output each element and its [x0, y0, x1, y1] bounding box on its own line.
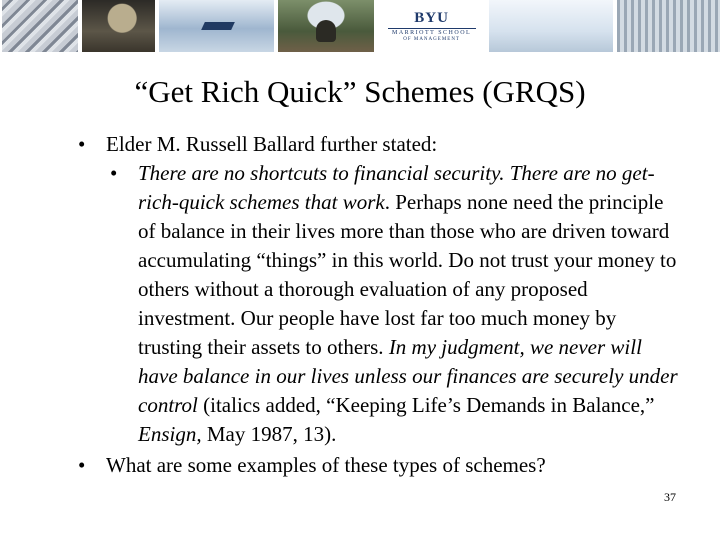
- bell-icon: [316, 20, 336, 42]
- logo-school-line: MARRIOTT SCHOOL: [391, 30, 472, 36]
- plane-icon: [201, 22, 235, 30]
- quote-italic-3: Ensign,: [138, 422, 202, 446]
- banner-photo-bell: [278, 0, 373, 52]
- byu-marriott-logo: [378, 0, 485, 52]
- bullet-icon: •: [110, 161, 118, 185]
- banner-photo-facade: [617, 0, 720, 52]
- bullet-text: Elder M. Russell Ballard further stated:: [106, 132, 438, 156]
- page-number: 37: [664, 490, 676, 504]
- logo-divider: [388, 28, 476, 29]
- quote-bullet: [110, 159, 678, 449]
- banner-photo-statue: [82, 0, 156, 52]
- quote-italic-1: There are no shortcuts to financial security. There are no get-rich-quick schemes that work: [138, 161, 655, 214]
- banner-photo-sky: [159, 0, 274, 52]
- byu-logo-text: BYU: [414, 10, 449, 26]
- quote-italic-2: In my judgment, we never will have balance in our lives unless our finances are securely under control: [138, 335, 678, 417]
- quote-plain-2: (italics added, “Keeping Life’s Demands in Balance,”: [197, 393, 655, 417]
- slide-title: “Get Rich Quick” Schemes (GRQS): [134, 74, 586, 109]
- quote-plain-3: May 1987, 13).: [201, 422, 337, 446]
- bullet-item: [78, 451, 678, 480]
- bullet-icon: •: [78, 453, 86, 477]
- quote-plain-1: . Perhaps none need the principle of balance in their lives more than those who are driven toward accumulating “things” in this world. Do not trust your money to others without a thorough evaluation of any proposed investment. Our people have lost far too much money by trusting their assets to others.: [138, 190, 677, 359]
- header-banner: [0, 0, 720, 52]
- bullet-icon: •: [78, 132, 86, 156]
- slide-body: [78, 130, 678, 480]
- bullet-text: What are some examples of these types of schemes?: [106, 453, 546, 477]
- quote-text: [138, 161, 678, 446]
- banner-photo-tower: [489, 0, 612, 52]
- logo-sub-line: OF MANAGEMENT: [403, 37, 460, 42]
- banner-photo-building: [2, 0, 78, 52]
- bullet-item: [78, 130, 678, 159]
